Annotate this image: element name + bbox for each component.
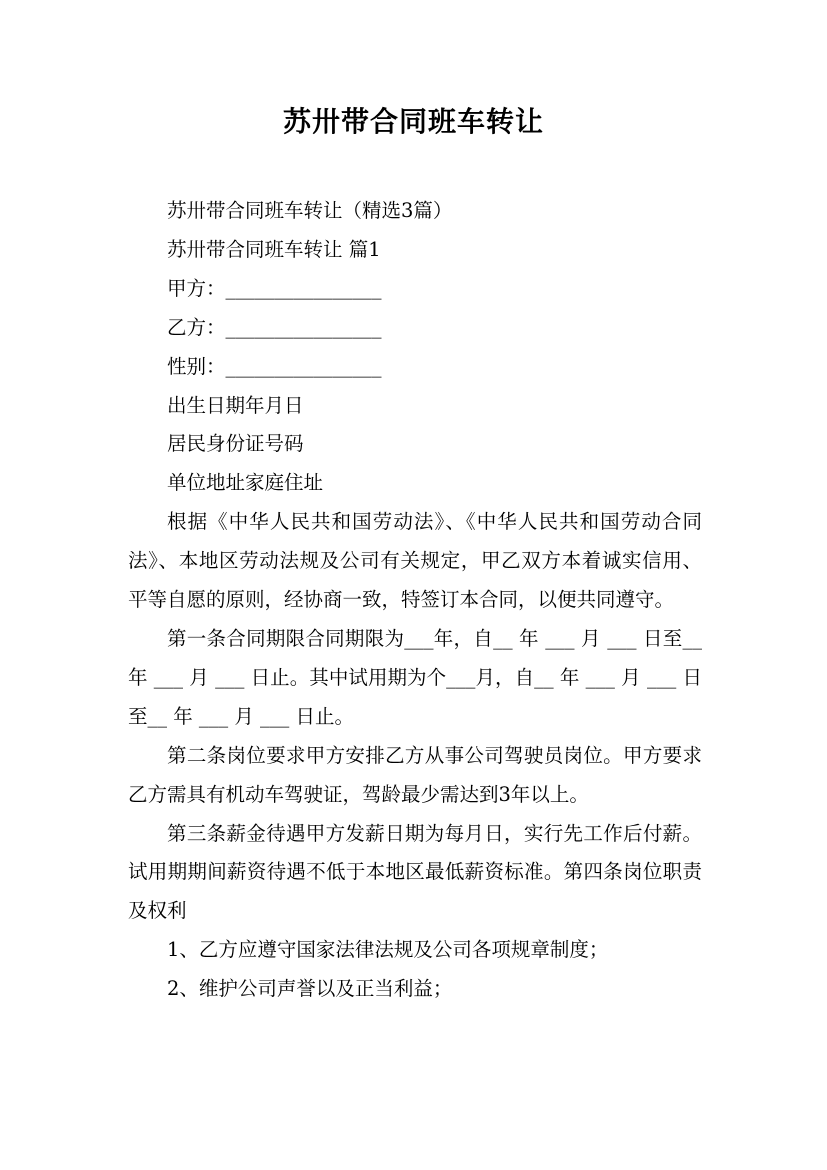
paragraph-section-heading: 苏卅带合同班车转让 篇1 [167, 237, 381, 261]
address-line: 单位地址家庭住址 [167, 471, 324, 495]
paragraph-item-2: 2、维护公司声誉以及正当利益； [167, 977, 453, 1001]
birth-date-line: 出生日期年月日 [167, 393, 304, 417]
paragraph-preamble: 根据《中华人民共和国劳动法》、《中华人民共和国劳动合同法》、本地区劳动法规及公司有关规定，甲乙双方本着诚实信用、平等自愿的原则，经协商一致，特签订本合同，以便共同遵守。 [128, 510, 702, 612]
id-number-line: 居民身份证号码 [167, 432, 304, 456]
paragraph-article-1: 第一条合同期限合同期限为___年，自__ 年 ___ 月 ___ 日至__ 年 ___ 月 ___ 日止。其中试用期为个___月，自__ 年 ___ 月 ___ 日至__ 年 ___ 月 ___ 日止。 [128, 626, 709, 728]
paragraph-item-1: 1、乙方应遵守国家法律法规及公司各项规章制度； [167, 938, 609, 962]
party-a-line: 甲方：________________ [167, 276, 382, 300]
document-body [128, 192, 709, 1009]
document-title: 苏卅带合同班车转让 [282, 105, 544, 138]
paragraph-article-3: 第三条薪金待遇甲方发薪日期为每月日，实行先工作后付薪。试用期期间薪资待遇不低于本地区最低薪资标准。第四条岗位职责及权利 [128, 821, 702, 923]
paragraph-subtitle: 苏卅带合同班车转让（精选3篇） [167, 199, 453, 222]
party-b-line: 乙方：________________ [167, 315, 382, 339]
paragraph-article-2: 第二条岗位要求甲方安排乙方从事公司驾驶员岗位。甲方要求乙方需具有机动车驾驶证，驾龄最少需达到3年以上。 [128, 743, 702, 806]
gender-line: 性别：________________ [167, 354, 382, 378]
